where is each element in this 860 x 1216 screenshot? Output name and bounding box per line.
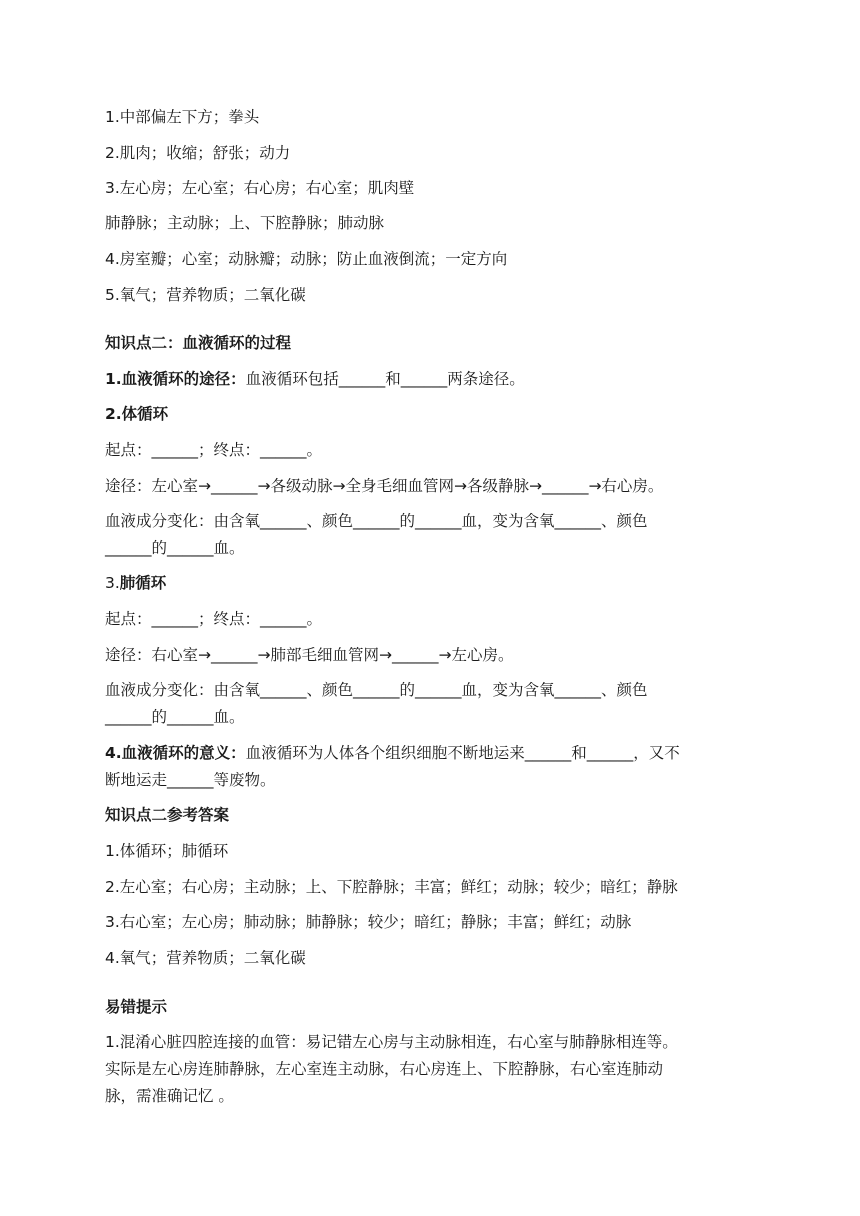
answer2-line-3: 3.右心室；左心房；肺动脉；肺静脉；较少；暗红；静脉；丰富；鲜红；动脉 xyxy=(105,913,632,931)
question-3-start: 起点：______；终点：______。 xyxy=(105,610,323,628)
answer-line-4: 肺静脉；主动脉；上、下腔静脉；肺动脉 xyxy=(105,214,385,232)
tip-line-1: 1.混淆心脏四腔连接的血管：易记错左心房与主动脉相连，右心室与肺静脉相连等。 xyxy=(105,1033,678,1051)
answer2-line-1: 1.体循环；肺循环 xyxy=(105,842,229,860)
question-1-heading: 1.血液循环的途径： xyxy=(105,370,246,388)
question-3-path: 途径：右心室→______→肺部毛细血管网→______→左心房。 xyxy=(105,646,514,664)
section-title-kp2: 知识点二：血液循环的过程 xyxy=(105,334,292,352)
question-2-change-b: ______的______血。 xyxy=(105,539,245,557)
question-3-number: 3. xyxy=(105,574,120,592)
answer-line-5: 4.房室瓣；心室；动脉瓣；动脉；防止血液倒流；一定方向 xyxy=(105,250,508,268)
question-4-heading: 4.血液循环的意义： xyxy=(105,744,246,762)
question-2-change-a: 血液成分变化：由含氧______、颜色______的______血，变为含氧______、颜色 xyxy=(105,512,648,530)
tip-line-3: 脉，需准确记忆 。 xyxy=(105,1087,234,1105)
question-4-text-a: 血液循环为人体各个组织细胞不断地运来______和______，又不 xyxy=(245,744,680,762)
section-title-tips: 易错提示 xyxy=(105,998,168,1016)
question-1-text: 血液循环包括______和______两条途径。 xyxy=(245,370,525,388)
tip-line-2: 实际是左心房连肺静脉，左心室连主动脉，右心房连上、下腔静脉，右心室连肺动 xyxy=(105,1060,664,1078)
question-2-path: 途径：左心室→______→各级动脉→全身毛细血管网→各级静脉→______→右心房。 xyxy=(105,477,664,495)
question-4 xyxy=(105,743,680,763)
question-2-heading: 2.体循环 xyxy=(105,405,169,423)
answer2-line-4: 4.氧气；营养物质；二氧化碳 xyxy=(105,949,306,967)
answer-line-3: 3.左心房；左心室；右心房；右心室；肌肉壁 xyxy=(105,179,415,197)
answer-line-1: 1.中部偏左下方；拳头 xyxy=(105,108,260,126)
question-3-heading: 肺循环 xyxy=(119,574,167,592)
question-4-text-b: 断地运走______等废物。 xyxy=(105,771,276,789)
question-3-heading-line xyxy=(105,573,166,593)
question-2-start: 起点：______；终点：______。 xyxy=(105,441,323,459)
section-title-answers2: 知识点二参考答案 xyxy=(105,806,230,824)
question-1 xyxy=(105,369,525,389)
question-3-change-a: 血液成分变化：由含氧______、颜色______的______血，变为含氧______、颜色 xyxy=(105,681,648,699)
question-3-change-b: ______的______血。 xyxy=(105,708,245,726)
answer-line-2: 2.肌肉；收缩；舒张；动力 xyxy=(105,144,291,162)
answer2-line-2: 2.左心室；右心房；主动脉；上、下腔静脉；丰富；鲜红；动脉；较少；暗红；静脉 xyxy=(105,878,678,896)
answer-line-6: 5.氧气；营养物质；二氧化碳 xyxy=(105,286,306,304)
